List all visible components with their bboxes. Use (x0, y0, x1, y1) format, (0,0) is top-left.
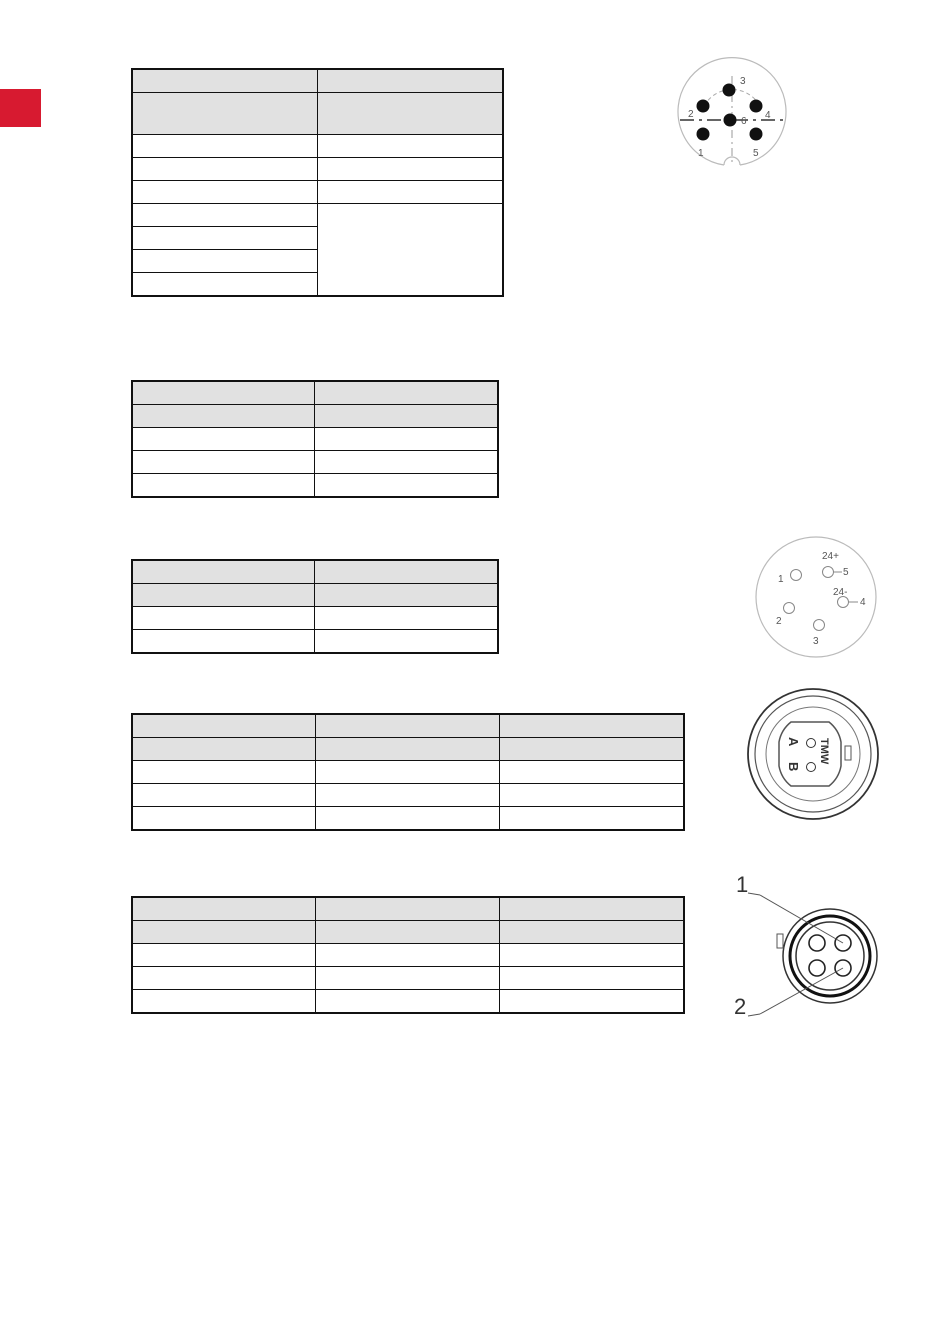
table-row (132, 761, 684, 784)
table-header-row (132, 69, 503, 93)
table-row (132, 990, 684, 1014)
table-row (132, 807, 684, 831)
table-subheader-row (132, 405, 498, 428)
table-row (132, 784, 684, 807)
pin-label-1: 1 (778, 574, 784, 585)
power-label-negative: 24- (833, 587, 848, 598)
circular-5-pin-connector-icon (752, 535, 882, 661)
pin-table-2 (131, 380, 499, 498)
table-subheader-row (132, 93, 503, 135)
pin-label-4: 4 (860, 597, 866, 608)
table-subheader-row (132, 738, 684, 761)
table-row (132, 607, 498, 630)
pin-label-2: 2 (688, 109, 694, 120)
table-row (132, 474, 498, 498)
circular-4-pin-connector-icon (728, 866, 888, 1021)
pin-table-3 (131, 559, 499, 654)
pin-label-4: 4 (765, 110, 771, 121)
callout-label-1: 1 (736, 872, 749, 897)
circular-6-pin-connector-icon (672, 66, 792, 172)
table-row (132, 967, 684, 990)
circular-2-pin-connector-icon (745, 686, 883, 822)
table-row (132, 944, 684, 967)
callout-label-2: 2 (734, 994, 747, 1019)
brand-mark: TMW (818, 738, 830, 765)
pin-label-5: 5 (843, 567, 849, 578)
pin-label-A: A (786, 737, 801, 747)
table-subheader-row (132, 921, 684, 944)
pin-label-3: 3 (740, 76, 746, 87)
pin-label-5: 5 (753, 148, 759, 159)
table-header-row (132, 560, 498, 584)
table-header-row (132, 714, 684, 738)
pin-label-6: 6 (741, 116, 747, 127)
table-row (132, 204, 503, 227)
pin-label-1: 1 (698, 148, 704, 159)
table-row (132, 630, 498, 654)
pin-label-B: B (786, 762, 801, 772)
pin-table-5 (131, 896, 685, 1014)
table-row (132, 181, 503, 204)
table-subheader-row (132, 584, 498, 607)
section-tab-marker (0, 89, 41, 127)
table-header-row (132, 381, 498, 405)
pin-table-1 (131, 68, 504, 297)
table-row (132, 135, 503, 158)
table-header-row (132, 897, 684, 921)
table-row (132, 428, 498, 451)
pin-label-2: 2 (776, 616, 782, 627)
table-row (132, 451, 498, 474)
pin-table-4 (131, 713, 685, 831)
pin-label-3: 3 (813, 636, 819, 647)
table-row (132, 158, 503, 181)
power-label-positive: 24+ (822, 551, 839, 562)
